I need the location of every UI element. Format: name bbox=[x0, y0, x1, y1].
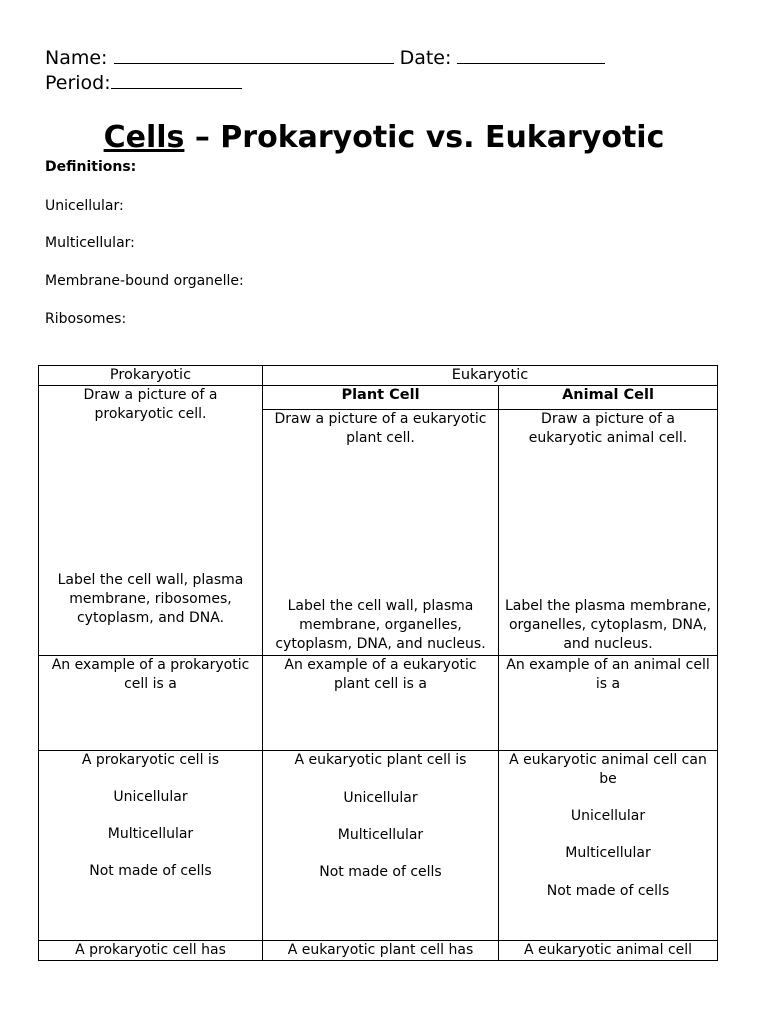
header-eukaryotic: Eukaryotic bbox=[263, 366, 718, 386]
plant-option-not-made-of-cells[interactable]: Not made of cells bbox=[319, 864, 442, 880]
cell-animal-has[interactable]: A eukaryotic animal cell bbox=[499, 941, 718, 961]
plant-option-unicellular[interactable]: Unicellular bbox=[343, 790, 418, 806]
prokaryotic-option-unicellular[interactable]: Unicellular bbox=[113, 789, 188, 805]
definitions-heading: Definitions: bbox=[45, 159, 137, 175]
date-label: Date: bbox=[399, 47, 452, 69]
plant-option-multicellular[interactable]: Multicellular bbox=[337, 827, 424, 843]
prokaryotic-label-text: Label the cell wall, plasma membrane, ribosomes, cytoplasm, and DNA. bbox=[57, 572, 244, 626]
header-plant-cell: Plant Cell bbox=[263, 386, 499, 410]
prokaryotic-option-multicellular[interactable]: Multicellular bbox=[107, 826, 194, 842]
animal-draw-text: Draw a picture of a eukaryotic animal cell. bbox=[528, 411, 688, 446]
animal-option-not-made-of-cells[interactable]: Not made of cells bbox=[546, 883, 670, 899]
comparison-table bbox=[38, 365, 718, 961]
cell-prokaryotic-example[interactable]: An example of a prokaryotic cell is a bbox=[39, 656, 263, 751]
animal-is-text: A eukaryotic animal cell can be bbox=[509, 752, 707, 787]
cell-animal-is[interactable] bbox=[499, 751, 718, 941]
header-animal-cell: Animal Cell bbox=[499, 386, 718, 410]
cell-prokaryotic-is[interactable] bbox=[39, 751, 263, 941]
plant-draw-text: Draw a picture of a eukaryotic plant cell. bbox=[274, 411, 487, 446]
definition-multicellular: Multicellular: bbox=[45, 235, 135, 251]
plant-label-text: Label the cell wall, plasma membrane, organelles, cytoplasm, DNA, and nucleus. bbox=[275, 598, 486, 652]
table-example-row bbox=[39, 656, 718, 751]
period-row bbox=[45, 72, 242, 94]
title-rest: – Prokaryotic vs. Eukaryotic bbox=[184, 120, 665, 155]
prokaryotic-is-text: A prokaryotic cell is bbox=[81, 752, 220, 768]
definition-ribosomes: Ribosomes: bbox=[45, 311, 127, 327]
cell-plant-has[interactable]: A eukaryotic plant cell has bbox=[263, 941, 499, 961]
cell-plant-is[interactable] bbox=[263, 751, 499, 941]
header-prokaryotic: Prokaryotic bbox=[39, 366, 263, 386]
table-header-row bbox=[39, 366, 718, 386]
date-blank[interactable] bbox=[457, 47, 605, 64]
cell-plant-draw[interactable] bbox=[263, 410, 499, 656]
cell-plant-example[interactable]: An example of a eukaryotic plant cell is a bbox=[263, 656, 499, 751]
page-title bbox=[0, 118, 768, 158]
cell-animal-draw[interactable] bbox=[499, 410, 718, 656]
prokaryotic-draw-text: Draw a picture of a prokaryotic cell. bbox=[83, 387, 218, 422]
prokaryotic-option-not-made-of-cells[interactable]: Not made of cells bbox=[89, 863, 212, 879]
plant-is-text: A eukaryotic plant cell is bbox=[294, 752, 467, 768]
animal-label-text: Label the plasma membrane, organelles, cytoplasm, DNA, and nucleus. bbox=[505, 598, 712, 652]
name-date-row bbox=[45, 47, 605, 69]
table-subheader-row bbox=[39, 386, 718, 410]
definition-membrane-bound-organelle: Membrane-bound organelle: bbox=[45, 273, 244, 289]
cell-animal-example[interactable]: An example of an animal cell is a bbox=[499, 656, 718, 751]
cell-prokaryotic-draw[interactable] bbox=[39, 386, 263, 656]
animal-option-unicellular[interactable]: Unicellular bbox=[570, 808, 646, 824]
animal-option-multicellular[interactable]: Multicellular bbox=[565, 845, 651, 861]
period-label: Period: bbox=[45, 72, 111, 94]
name-label: Name: bbox=[45, 47, 108, 69]
period-blank[interactable] bbox=[111, 72, 242, 89]
title-cells: Cells bbox=[103, 120, 185, 155]
cell-prokaryotic-has[interactable]: A prokaryotic cell has bbox=[39, 941, 263, 961]
table-is-row bbox=[39, 751, 718, 941]
definition-unicellular: Unicellular: bbox=[45, 198, 124, 214]
name-blank[interactable] bbox=[114, 47, 394, 64]
table-has-row bbox=[39, 941, 718, 961]
